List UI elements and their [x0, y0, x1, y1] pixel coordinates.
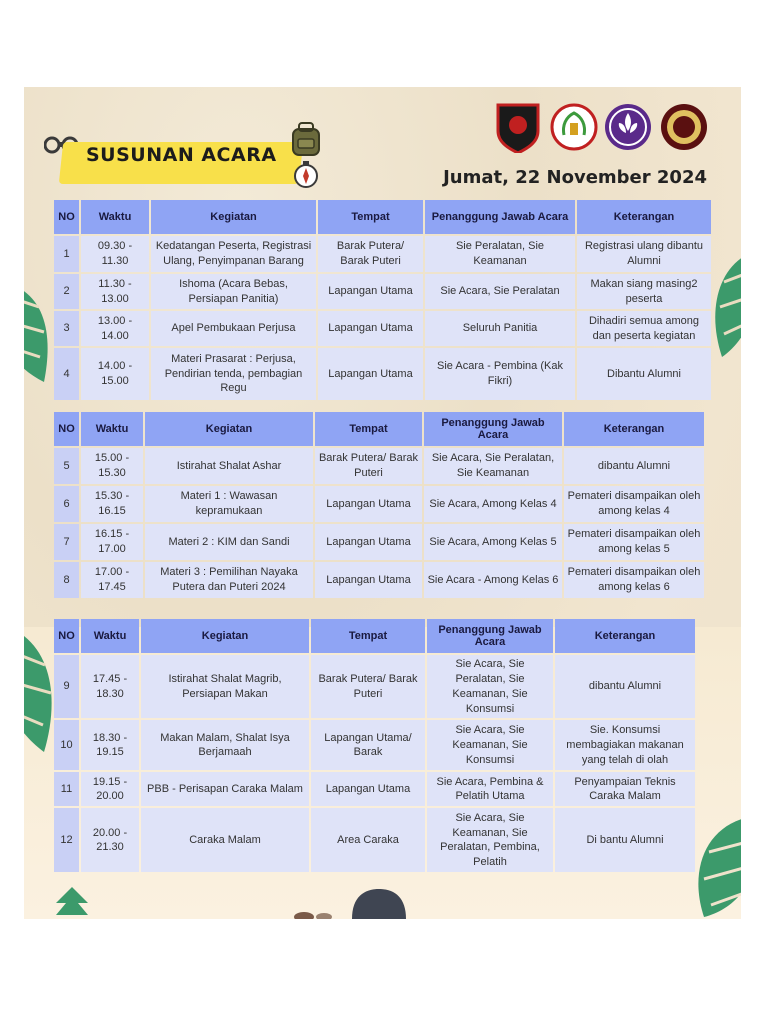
cell-penanggung-jawab: Sie Acara - Among Kelas 6: [424, 562, 562, 598]
poster: [24, 87, 741, 919]
cell-waktu: 16.15 - 17.00: [81, 524, 143, 560]
header-keterangan: Keterangan: [564, 412, 704, 446]
cell-kegiatan: Apel Pembukaan Perjusa: [151, 311, 316, 346]
cell-kegiatan: Caraka Malam: [141, 808, 309, 872]
event-date: Jumat, 22 November 2024: [443, 167, 707, 188]
cell-no: 12: [54, 808, 79, 872]
cell-keterangan: Pemateri disampaikan oleh among kelas 5: [564, 524, 704, 560]
header-kegiatan: Kegiatan: [145, 412, 313, 446]
cell-keterangan: Dihadiri semua among dan peserta kegiatan: [577, 311, 711, 346]
cell-tempat: Lapangan Utama: [318, 348, 423, 400]
cell-keterangan: dibantu Alumni: [564, 448, 704, 484]
cell-waktu: 19.15 - 20.00: [81, 772, 139, 806]
cell-tempat: Lapangan Utama/ Barak: [311, 720, 425, 770]
cell-no: 5: [54, 448, 79, 484]
monstera-leaf-icon: [712, 252, 741, 362]
cell-kegiatan: Istirahat Shalat Ashar: [145, 448, 313, 484]
cell-waktu: 18.30 - 19.15: [81, 720, 139, 770]
pine-tree-icon: [54, 887, 90, 919]
cell-kegiatan: Materi 1 : Wawasan kepramukaan: [145, 486, 313, 522]
table-row: [54, 274, 711, 309]
table-row: [54, 448, 704, 484]
cell-keterangan: Penyampaian Teknis Caraka Malam: [555, 772, 695, 806]
cell-waktu: 17.00 - 17.45: [81, 562, 143, 598]
backpack-icon: [290, 121, 322, 157]
header-no: NO: [54, 619, 79, 653]
cell-no: 2: [54, 274, 79, 309]
cell-penanggung-jawab: Sie Acara, Sie Keamanan, Sie Peralatan, Pembina, Pelatih: [427, 808, 553, 872]
header-waktu: Waktu: [81, 619, 139, 653]
schedule-table-3: [52, 617, 697, 874]
cell-tempat: Barak Putera/ Barak Puteri: [311, 655, 425, 718]
cell-waktu: 15.00 - 15.30: [81, 448, 143, 484]
header-penanggung-jawab: Penanggung Jawab Acara: [425, 200, 575, 234]
cell-waktu: 15.30 - 16.15: [81, 486, 143, 522]
table-header-row: [54, 200, 711, 234]
cell-waktu: 17.45 - 18.30: [81, 655, 139, 718]
cell-keterangan: Registrasi ulang dibantu Alumni: [577, 236, 711, 272]
header-penanggung-jawab: Penanggung Jawab Acara: [424, 412, 562, 446]
table-row: [54, 486, 704, 522]
cell-kegiatan: Materi 3 : Pemilihan Nayaka Putera dan Puteri 2024: [145, 562, 313, 598]
cell-no: 1: [54, 236, 79, 272]
cell-kegiatan: Makan Malam, Shalat Isya Berjamaah: [141, 720, 309, 770]
header-kegiatan: Kegiatan: [141, 619, 309, 653]
header-tempat: Tempat: [311, 619, 425, 653]
cell-penanggung-jawab: Sie Acara, Among Kelas 5: [424, 524, 562, 560]
cell-kegiatan: Kedatangan Peserta, Registrasi Ulang, Penyimpanan Barang: [151, 236, 316, 272]
cell-no: 8: [54, 562, 79, 598]
header-tempat: Tempat: [315, 412, 422, 446]
cell-penanggung-jawab: Sie Acara, Sie Peralatan, Sie Keamanan, Sie Konsumsi: [427, 655, 553, 718]
page-title: SUSUNAN ACARA: [86, 144, 277, 166]
cell-waktu: 14.00 - 15.00: [81, 348, 149, 400]
wreath-logo-icon: [550, 101, 598, 153]
header-waktu: Waktu: [81, 200, 149, 234]
cell-kegiatan: Materi Prasarat : Perjusa, Pendirian tenda, pembagian Regu: [151, 348, 316, 400]
table-header-row: [54, 619, 695, 653]
schedule-table-1: [52, 198, 713, 402]
cell-waktu: 13.00 - 14.00: [81, 311, 149, 346]
cell-penanggung-jawab: Seluruh Panitia: [425, 311, 575, 346]
cell-tempat: Area Caraka: [311, 808, 425, 872]
cell-keterangan: Pemateri disampaikan oleh among kelas 6: [564, 562, 704, 598]
table-row: [54, 562, 704, 598]
table-row: [54, 808, 695, 872]
cell-tempat: Lapangan Utama: [315, 486, 422, 522]
cell-keterangan: dibantu Alumni: [555, 655, 695, 718]
cell-no: 6: [54, 486, 79, 522]
cell-tempat: Barak Putera/ Barak Puteri: [315, 448, 422, 484]
hat-icon: [344, 887, 414, 919]
cell-penanggung-jawab: Sie Acara, Sie Peralatan: [425, 274, 575, 309]
cell-penanggung-jawab: Sie Acara, Among Kelas 4: [424, 486, 562, 522]
table-row: [54, 772, 695, 806]
cell-tempat: Lapangan Utama: [315, 524, 422, 560]
cell-no: 9: [54, 655, 79, 718]
cell-tempat: Lapangan Utama: [315, 562, 422, 598]
cell-tempat: Lapangan Utama: [318, 274, 423, 309]
header-no: NO: [54, 200, 79, 234]
header-no: NO: [54, 412, 79, 446]
table-row: [54, 720, 695, 770]
cell-penanggung-jawab: Sie Acara, Sie Peralatan, Sie Keamanan: [424, 448, 562, 484]
cell-penanggung-jawab: Sie Peralatan, Sie Keamanan: [425, 236, 575, 272]
cell-no: 11: [54, 772, 79, 806]
round-seal-logo-icon: [660, 101, 708, 153]
table-header-row: [54, 412, 704, 446]
schedule-table-2: [52, 410, 706, 600]
cell-no: 7: [54, 524, 79, 560]
cell-kegiatan: Istirahat Shalat Magrib, Persiapan Makan: [141, 655, 309, 718]
cell-tempat: Lapangan Utama: [318, 311, 423, 346]
header-waktu: Waktu: [81, 412, 143, 446]
cell-waktu: 20.00 - 21.30: [81, 808, 139, 872]
cell-no: 4: [54, 348, 79, 400]
cell-penanggung-jawab: Sie Acara, Sie Keamanan, Sie Konsumsi: [427, 720, 553, 770]
table-row: [54, 524, 704, 560]
cell-keterangan: Sie. Konsumsi membagiakan makanan yang telah di olah: [555, 720, 695, 770]
scout-lily-logo-icon: [604, 101, 652, 153]
cell-penanggung-jawab: Sie Acara, Pembina & Pelatih Utama: [427, 772, 553, 806]
stone-icon: [294, 909, 334, 919]
cell-no: 3: [54, 311, 79, 346]
cell-tempat: Barak Putera/ Barak Puteri: [318, 236, 423, 272]
compass-icon: [293, 161, 319, 189]
cell-kegiatan: Materi 2 : KIM dan Sandi: [145, 524, 313, 560]
header-penanggung-jawab: Penanggung Jawab Acara: [427, 619, 553, 653]
monstera-leaf-icon: [24, 277, 54, 387]
cell-keterangan: Makan siang masing2 peserta: [577, 274, 711, 309]
shield-logo-icon: [494, 101, 542, 153]
header-keterangan: Keterangan: [555, 619, 695, 653]
header-keterangan: Keterangan: [577, 200, 711, 234]
table-row: [54, 348, 711, 400]
cell-keterangan: Di bantu Alumni: [555, 808, 695, 872]
cell-waktu: 11.30 - 13.00: [81, 274, 149, 309]
cell-penanggung-jawab: Sie Acara - Pembina (Kak Fikri): [425, 348, 575, 400]
header-tempat: Tempat: [318, 200, 423, 234]
cell-tempat: Lapangan Utama: [311, 772, 425, 806]
cell-kegiatan: Ishoma (Acara Bebas, Persiapan Panitia): [151, 274, 316, 309]
cell-no: 10: [54, 720, 79, 770]
table-row: [54, 311, 711, 346]
header-kegiatan: Kegiatan: [151, 200, 316, 234]
cell-keterangan: Dibantu Alumni: [577, 348, 711, 400]
table-row: [54, 236, 711, 272]
cell-kegiatan: PBB - Perisapan Caraka Malam: [141, 772, 309, 806]
table-row: [54, 655, 695, 718]
cell-waktu: 09.30 - 11.30: [81, 236, 149, 272]
cell-keterangan: Pemateri disampaikan oleh among kelas 4: [564, 486, 704, 522]
